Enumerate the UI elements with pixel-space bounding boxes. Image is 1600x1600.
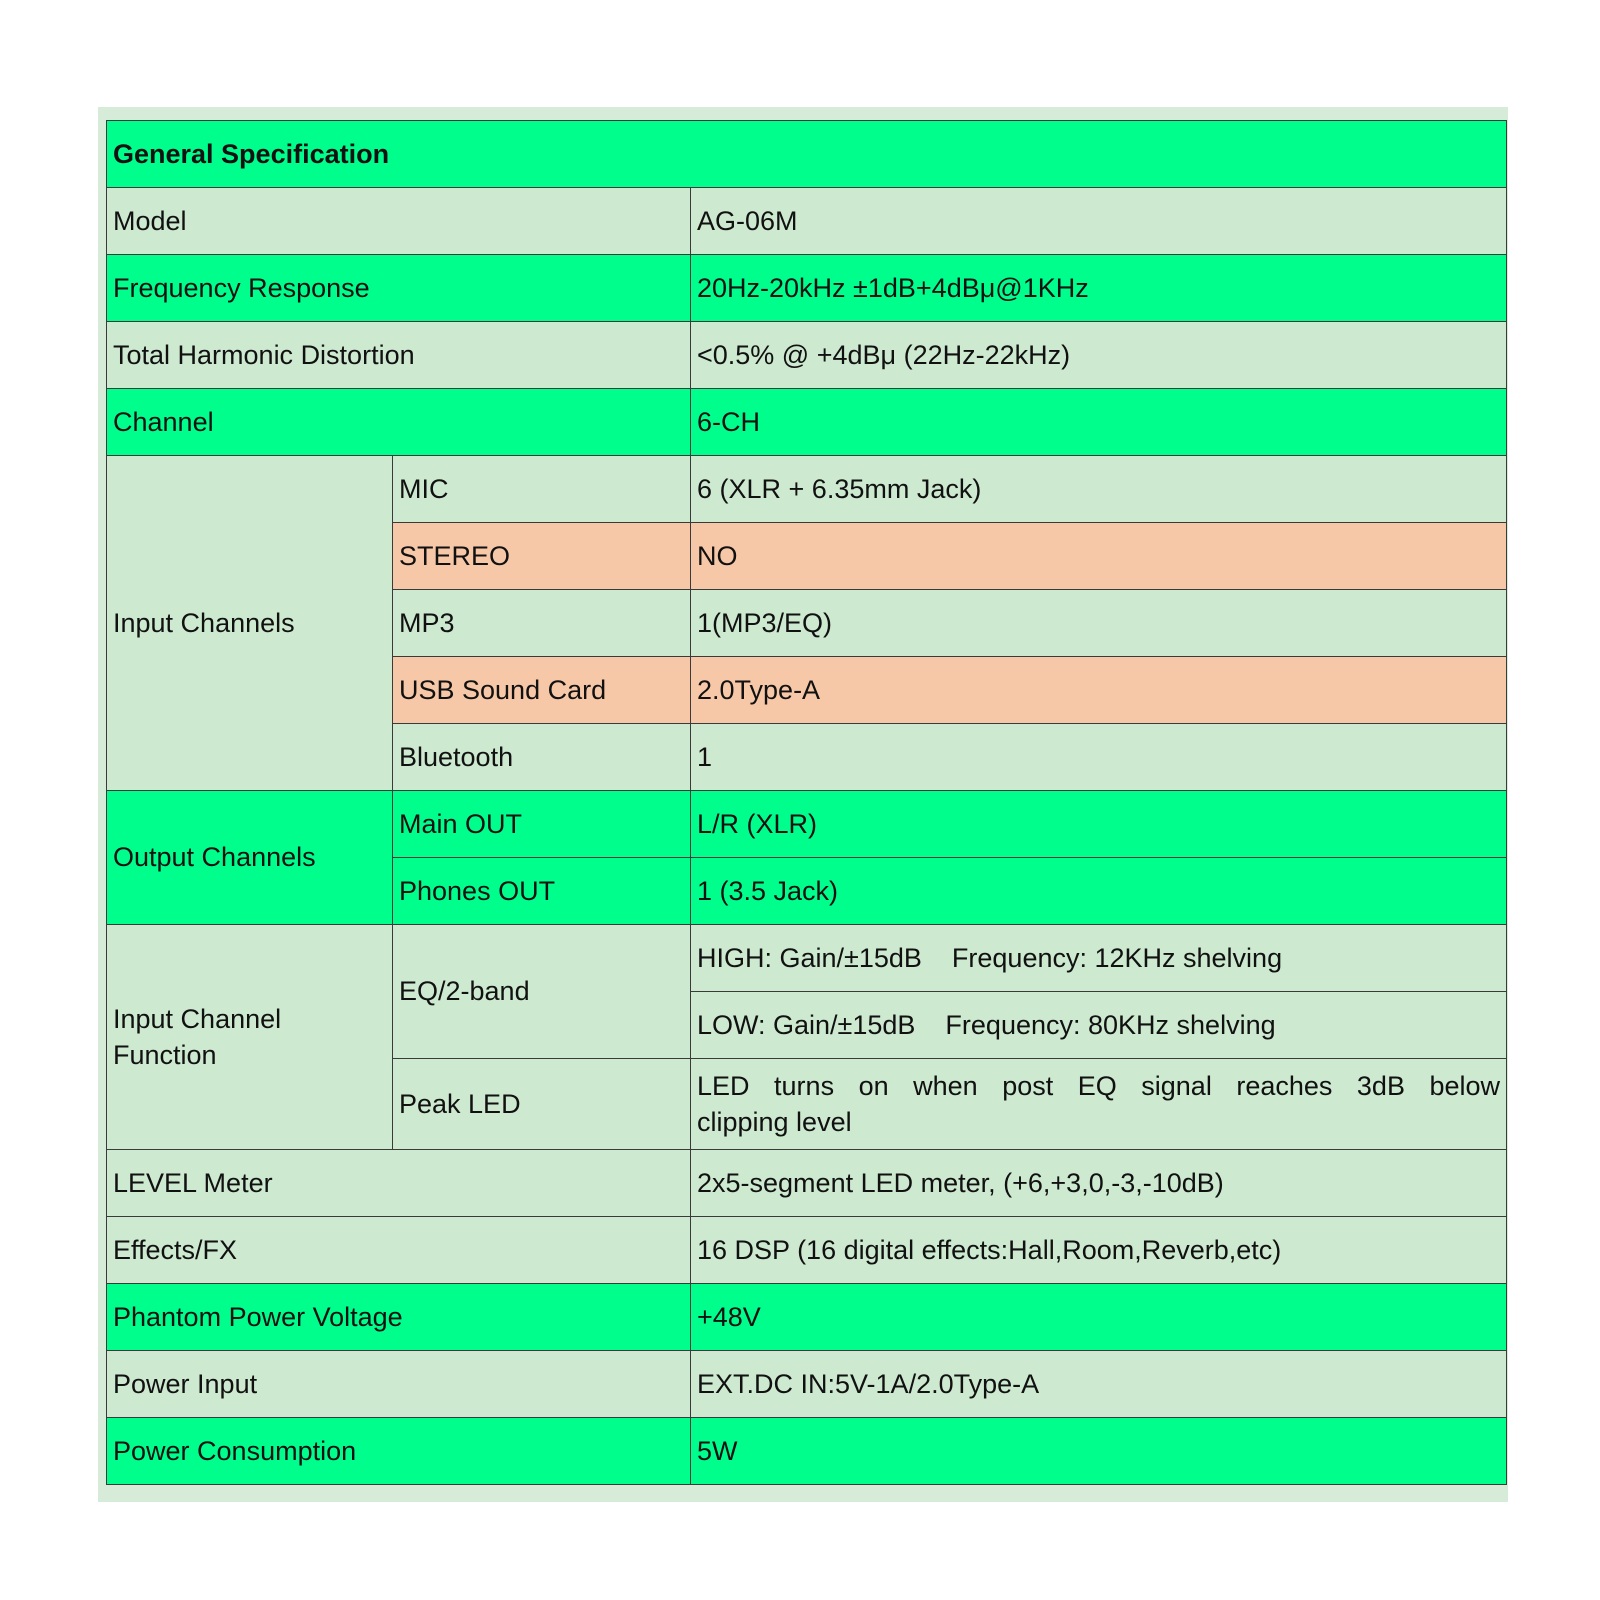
table-row-level-meter (107, 1150, 1507, 1217)
sub-label: MP3 (393, 590, 691, 657)
row-label: Phantom Power Voltage (107, 1284, 691, 1351)
row-value: 6 (XLR + 6.35mm Jack) (691, 456, 1507, 523)
table-header-row (107, 121, 1507, 188)
row-value: 5W (691, 1418, 1507, 1485)
sub-label: MIC (393, 456, 691, 523)
row-label: Frequency Response (107, 255, 691, 322)
sub-label: STEREO (393, 523, 691, 590)
row-value: <0.5% @ +4dBμ (22Hz-22kHz) (691, 322, 1507, 389)
table-row-thd (107, 322, 1507, 389)
row-label: Model (107, 188, 691, 255)
value-line: LED turns on when post EQ signal reaches 3dB below (697, 1070, 1501, 1101)
table-row-eq-high (107, 925, 1507, 992)
row-value: 20Hz-20kHz ±1dB+4dBμ@1KHz (691, 255, 1507, 322)
table-title: General Specification (107, 121, 1507, 188)
table-row-main-out (107, 791, 1507, 858)
spec-table (106, 120, 1507, 1485)
group-label-input-channel-function (107, 925, 393, 1150)
group-label-output-channels: Output Channels (107, 791, 393, 925)
table-row-model (107, 188, 1507, 255)
sub-label: Main OUT (393, 791, 691, 858)
row-value: 2.0Type-A (691, 657, 1507, 724)
row-label: Total Harmonic Distortion (107, 322, 691, 389)
row-value: +48V (691, 1284, 1507, 1351)
group-label-line: Input Channel (113, 1003, 282, 1034)
row-value: 1 (691, 724, 1507, 791)
row-label: Power Consumption (107, 1418, 691, 1485)
sub-label: EQ/2-band (393, 925, 691, 1059)
row-value: NO (691, 523, 1507, 590)
table-row-power-consumption (107, 1418, 1507, 1485)
row-value: 2x5-segment LED meter, (+6,+3,0,-3,-10dB) (691, 1150, 1507, 1217)
row-label: Effects/FX (107, 1217, 691, 1284)
table-row-phantom (107, 1284, 1507, 1351)
row-value: AG-06M (691, 188, 1507, 255)
table-row-channel (107, 389, 1507, 456)
row-value: L/R (XLR) (691, 791, 1507, 858)
row-value: EXT.DC IN:5V-1A/2.0Type-A (691, 1351, 1507, 1418)
row-label: LEVEL Meter (107, 1150, 691, 1217)
row-value: LOW: Gain/±15dB Frequency: 80KHz shelving (691, 992, 1507, 1059)
row-value: 6-CH (691, 389, 1507, 456)
sub-label: USB Sound Card (393, 657, 691, 724)
table-row-frequency-response (107, 255, 1507, 322)
group-label-line: Function (113, 1040, 217, 1070)
row-value (691, 1059, 1507, 1150)
group-label-input-channels: Input Channels (107, 456, 393, 791)
table-row-effects (107, 1217, 1507, 1284)
sub-label: Bluetooth (393, 724, 691, 791)
row-value: 1 (3.5 Jack) (691, 858, 1507, 925)
sub-label: Phones OUT (393, 858, 691, 925)
row-value: 16 DSP (16 digital effects:Hall,Room,Reverb,etc) (691, 1217, 1507, 1284)
table-row-mic (107, 456, 1507, 523)
row-value: 1(MP3/EQ) (691, 590, 1507, 657)
table-row-power-input (107, 1351, 1507, 1418)
row-value: HIGH: Gain/±15dB Frequency: 12KHz shelving (691, 925, 1507, 992)
value-line: clipping level (697, 1107, 852, 1137)
row-label: Power Input (107, 1351, 691, 1418)
sub-label: Peak LED (393, 1059, 691, 1150)
row-label: Channel (107, 389, 691, 456)
